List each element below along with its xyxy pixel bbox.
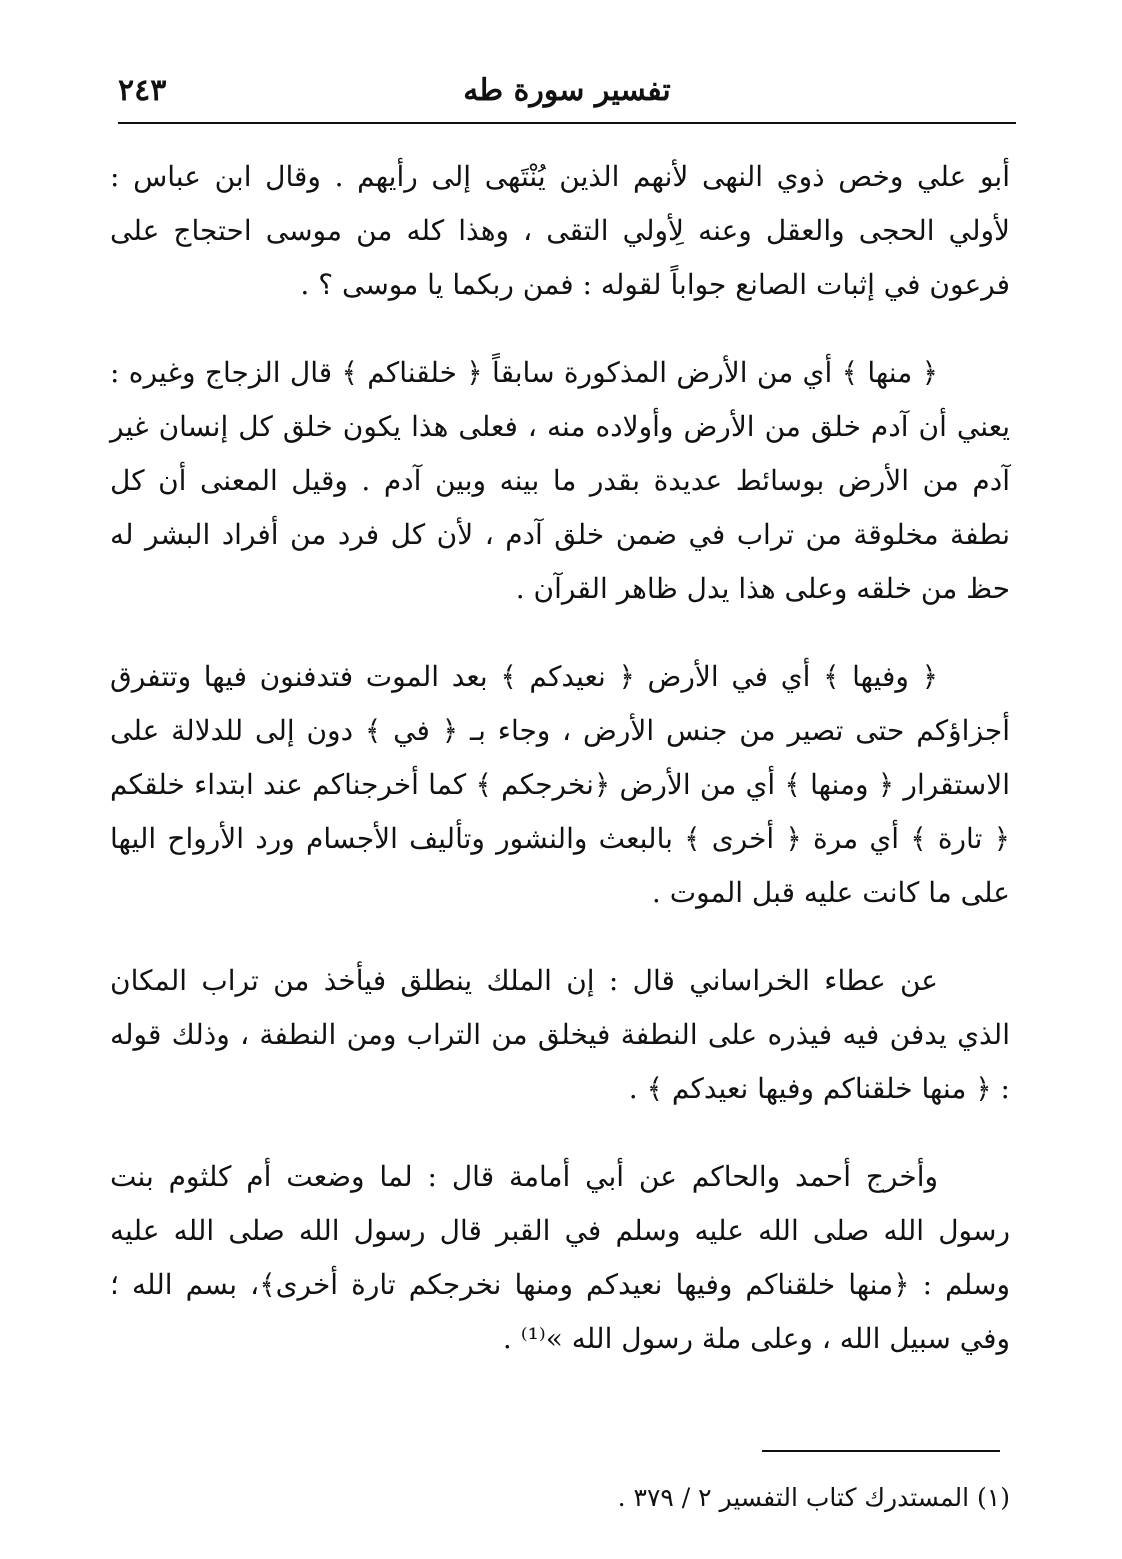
- paragraph-5: وأخرج أحمد والحاكم عن أبي أمامة قال : لما وضعت أم كلثوم بنت رسول الله صلى الله عليه وسلم في القبر قال رسول الله صلى الله عليه وسلم : ﴿منها خلقناكم وفيها نعيدكم ومنها نخرجكم تارة أخرى﴾، بسم الله ؛ وفي سبيل الله ، وعلى ملة رسول الله »⁽¹⁾ .: [110, 1160, 1010, 1355]
- paragraph-1: أبو علي وخص ذوي النهى لأنهم الذين يُنْتَهى إلى رأيهم . وقال ابن عباس : لأولي الحجى والعقل وعنه لِأولي التقى ، وهذا كله من موسى احتجاج على فرعون في إثبات الصانع جواباً لقوله : فمن ربكما يا موسى ؟ .: [110, 160, 1010, 301]
- footnote: (١) المستدرك كتاب التفسير ٢ / ٣٧٩ .: [617, 1483, 1010, 1512]
- paragraph-4: عن عطاء الخراساني قال : إن الملك ينطلق فيأخذ من تراب المكان الذي يدفن فيه فيذره على النطفة فيخلق من التراب ومن النطفة ، وذلك قوله : ﴿ منها خلقناكم وفيها نعيدكم ﴾ .: [110, 964, 1010, 1105]
- page-header: [118, 68, 1016, 114]
- page-number: ٢٤٣: [118, 73, 167, 108]
- page-body: [110, 150, 1010, 1366]
- paragraph-2: ﴿ منها ﴾ أي من الأرض المذكورة سابقاً ﴿ خلقناكم ﴾ قال الزجاج وغيره : يعني أن آدم خلق من الأرض وأولاده منه ، فعلى هذا يكون خلق كل إنسان غير آدم من الأرض بوسائط عديدة بقدر ما بينه وبين آدم . وقيل المعنى أن كل نطفة مخلوقة من تراب في ضمن خلق آدم ، لأن كل فرد من أفراد البشر له حظ من خلقه وعلى هذا يدل ظاهر القرآن .: [110, 356, 1011, 605]
- running-title: تفسير سورة طه: [463, 73, 671, 108]
- header-rule: [118, 122, 1016, 124]
- footnote-rule: [762, 1450, 1000, 1452]
- paragraph-3: ﴿ وفيها ﴾ أي في الأرض ﴿ نعيدكم ﴾ بعد الموت فتدفنون فيها وتتفرق أجزاؤكم حتى تصير من جنس الأرض ، وجاء بـ ﴿ في ﴾ دون إلى للدلالة على الاستقرار ﴿ ومنها ﴾ أي من الأرض ﴿نخرجكم ﴾ كما أخرجناكم عند ابتداء خلقكم ﴿ تارة ﴾ أي مرة ﴿ أخرى ﴾ بالبعث والنشور وتأليف الأجسام ورد الأرواح اليها على ما كانت عليه قبل الموت .: [110, 660, 1010, 909]
